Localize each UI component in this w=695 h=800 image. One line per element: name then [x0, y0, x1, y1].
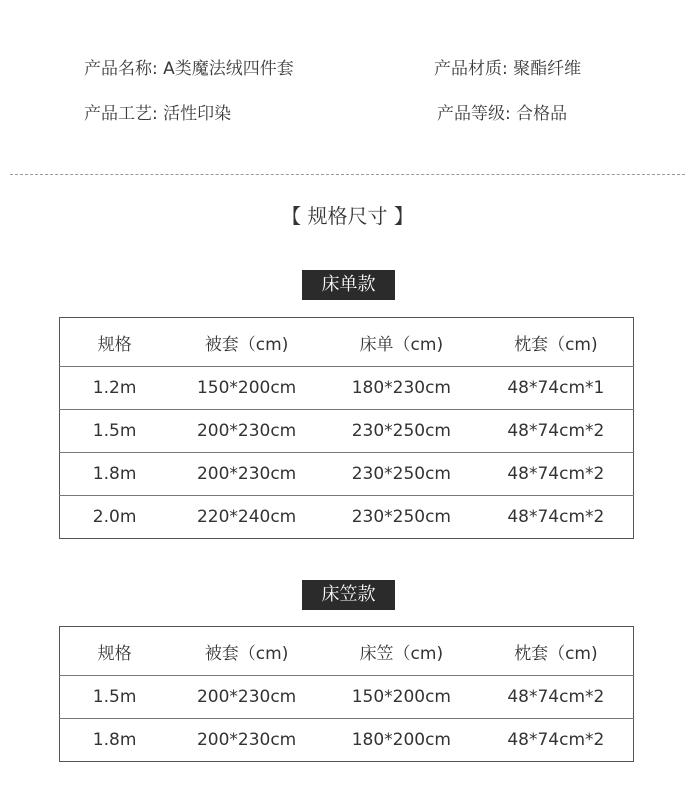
- cell-pillowcase: 48*74cm*2: [507, 507, 605, 527]
- cell-pillowcase: 48*74cm*1: [479, 367, 634, 410]
- header-pillowcase: 枕套（cm): [479, 627, 634, 676]
- product-craft-label: 产品工艺:: [84, 104, 158, 124]
- header-fitted-sheet: 床笠（cm): [324, 627, 479, 676]
- header-duvet: 被套（cm): [169, 318, 324, 367]
- product-craft-row: [84, 99, 231, 124]
- cell-fitted-sheet: 180*200cm: [351, 730, 451, 750]
- cell-size: 1.2m: [60, 367, 170, 410]
- section-title: 【 规格尺寸 】: [281, 204, 414, 228]
- product-grade-label: 产品等级:: [437, 104, 511, 124]
- cell-duvet: 220*240cm: [196, 507, 297, 527]
- table-row: [60, 453, 634, 496]
- product-name-row: [84, 54, 294, 79]
- table-row: [60, 496, 634, 539]
- cell-duvet: 200*230cm: [169, 676, 324, 719]
- cell-pillowcase: 48*74cm*2: [507, 730, 605, 750]
- product-material-label: 产品材质:: [434, 59, 508, 79]
- product-material-row: [434, 54, 581, 79]
- header-pillowcase: 枕套（cm): [479, 318, 634, 367]
- header-sheet: 床单（cm): [324, 318, 479, 367]
- cell-sheet: 230*250cm: [351, 507, 451, 527]
- fitted-sheet-table: [59, 626, 634, 762]
- table-row: [60, 676, 634, 719]
- cell-sheet: 180*230cm: [324, 367, 479, 410]
- product-material-value: 聚酯纤维: [513, 59, 582, 79]
- cell-pillowcase: 48*74cm*2: [479, 410, 634, 453]
- fitted-sheet-badge: 床笠款: [302, 580, 395, 610]
- header-duvet: 被套（cm): [169, 627, 324, 676]
- cell-fitted-sheet: 150*200cm: [324, 676, 479, 719]
- dashed-divider: [10, 174, 685, 175]
- header-size: 规格: [60, 318, 170, 367]
- table-row: [60, 719, 634, 762]
- cell-size: 2.0m: [92, 507, 137, 527]
- cell-pillowcase: 48*74cm*2: [479, 676, 634, 719]
- cell-sheet: 230*250cm: [324, 410, 479, 453]
- product-name-label: 产品名称:: [84, 59, 158, 79]
- table-row: [60, 367, 634, 410]
- cell-size: 1.8m: [92, 730, 137, 750]
- cell-pillowcase: 48*74cm*2: [479, 453, 634, 496]
- product-name-value: A类魔法绒四件套: [163, 59, 294, 79]
- table-row: [60, 410, 634, 453]
- cell-sheet: 230*250cm: [324, 453, 479, 496]
- cell-size: 1.8m: [60, 453, 170, 496]
- header-size: 规格: [60, 627, 170, 676]
- cell-duvet: 200*230cm: [196, 730, 297, 750]
- product-grade-value: 合格品: [516, 104, 568, 124]
- cell-duvet: 200*230cm: [169, 453, 324, 496]
- cell-size: 1.5m: [60, 676, 170, 719]
- cell-duvet: 150*200cm: [169, 367, 324, 410]
- cell-duvet: 200*230cm: [169, 410, 324, 453]
- cell-size: 1.5m: [60, 410, 170, 453]
- table-header-row: [60, 318, 634, 367]
- flat-sheet-table: [59, 317, 634, 539]
- flat-sheet-badge: 床单款: [302, 270, 395, 300]
- table-header-row: [60, 627, 634, 676]
- product-grade-row: [437, 99, 567, 124]
- product-craft-value: 活性印染: [163, 104, 232, 124]
